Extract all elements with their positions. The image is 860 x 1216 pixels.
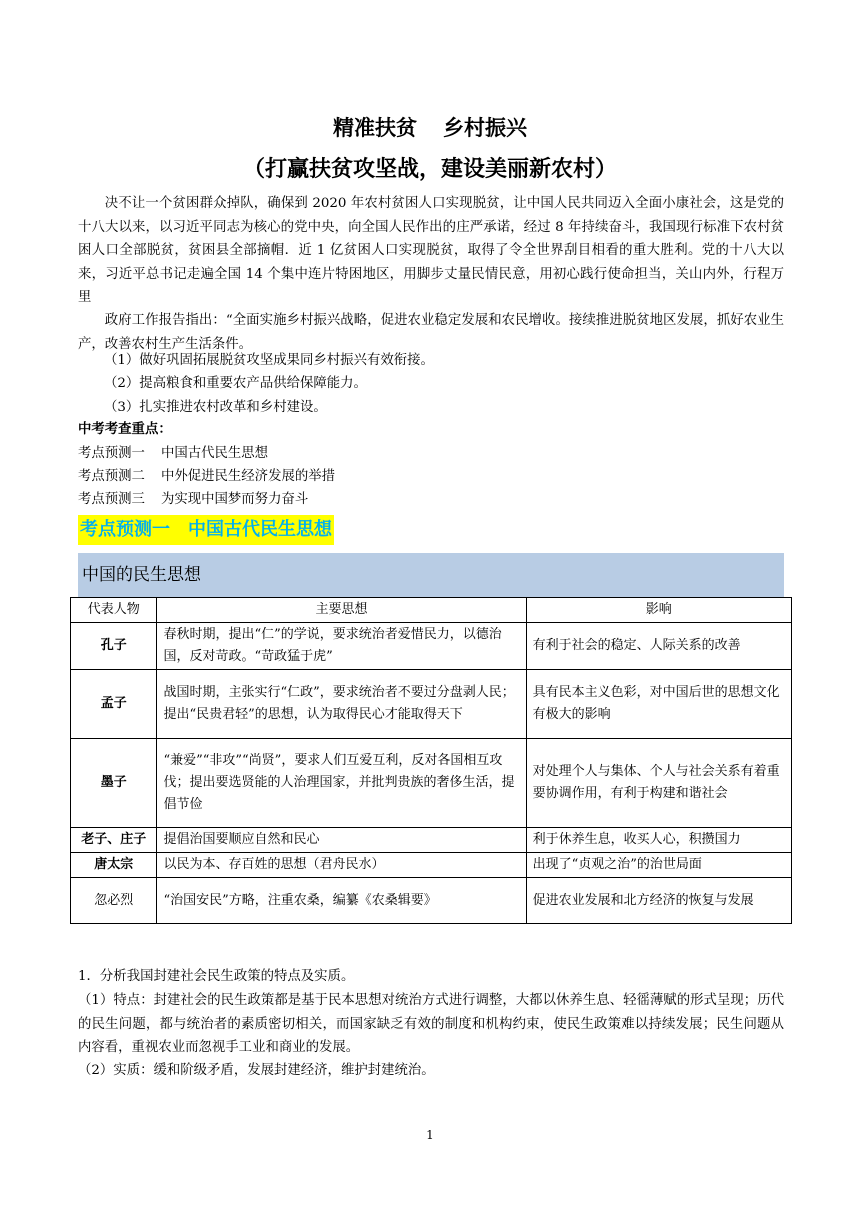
analysis-question: 1．分析我国封建社会民生政策的特点及实质。 [78, 969, 355, 984]
report-paragraph: 政府工作报告指出：“全面实施乡村振兴战略，促进农业稳定发展和农民增收。接续推进脱贫地区发展，抓好农业生产，改善农村生产生活条件。 [78, 313, 784, 352]
cell-impact: 对处理个人与集体、个人与社会关系有着重要协调作用，有利于构建和谐社会 [526, 739, 791, 828]
exam-focus-item-1 [78, 442, 268, 466]
exam-focus-text: 中国古代民生思想 [160, 446, 269, 461]
table-row [71, 828, 792, 853]
cell-impact: 促进农业发展和北方经济的恢复与发展 [526, 878, 791, 924]
cell-person: 孟子 [71, 670, 157, 739]
section-label: 考点预测一 [80, 519, 170, 540]
livelihood-thought-table [70, 597, 792, 924]
cell-person: 唐太宗 [71, 853, 157, 878]
header-person: 代表人物 [71, 598, 157, 623]
report-point-3: （3）扎实推进农村改革和乡村建设。 [104, 400, 327, 415]
header-idea: 主要思想 [157, 598, 526, 623]
table-title-bar: 中国的民生思想 [78, 553, 784, 597]
cell-impact: 利于休养生息，收买人心，积攒国力 [526, 828, 791, 853]
table-header-row [71, 598, 792, 623]
cell-person: 忽必烈 [71, 878, 157, 924]
analysis-answer-features: （1）特点：封建社会的民生政策都是基于民本思想对统治方式进行调整，大都以休养生息、轻徭薄赋的形式呈现；历代的民生问题，都与统治者的素质密切相关，而国家缺乏有效的制度和机构约束，使民生政策难以持续发展；民生问题从内容看，重视农业而忽视手工业和商业的发展。 [78, 993, 784, 1055]
exam-focus-text: 中外促进民生经济发展的举措 [160, 469, 336, 484]
exam-focus-text: 为实现中国梦而努力奋斗 [160, 492, 309, 507]
page-subtitle: （打赢扶贫攻坚战，建设美丽新农村） [242, 157, 617, 182]
cell-idea: 提倡治国要顺应自然和民心 [157, 828, 526, 853]
table-row [71, 670, 792, 739]
exam-focus-label: 考点预测一 [78, 446, 145, 461]
header-impact: 影响 [526, 598, 791, 623]
page-number: 1 [426, 1128, 434, 1142]
cell-impact: 出现了“贞观之治”的治世局面 [526, 853, 791, 878]
section-title: 中国古代民生思想 [188, 519, 332, 540]
cell-idea: 以民为本、存百姓的思想（君舟民水） [157, 853, 526, 878]
report-point-1: （1）做好巩固拓展脱贫攻坚成果同乡村振兴有效衔接。 [104, 353, 434, 368]
exam-focus-item-2 [78, 465, 335, 489]
cell-person: 老子、庄子 [71, 828, 157, 853]
cell-person: 墨子 [71, 739, 157, 828]
intro-paragraph: 决不让一个贫困群众掉队，确保到 2020 年农村贫困人口实现脱贫，让中国人民共同迈入全面小康社会，这是党的十八大以来，以习近平同志为核心的党中央，向全国人民作出的庄严承诺，经过 8 年持续奋斗，我国现行标准下农村贫困人口全部脱贫，贫困县全部摘帽．近 1 亿贫困人口实现脱贫，取得了令全世界刮目相看的重大胜利。党的十八大以来，习近平总书记走遍全国 14 个集中连片特困地区，用脚步丈量民情民意，用初心践行使命担当，关山内外，行程万里 [78, 196, 784, 305]
table-row [71, 878, 792, 924]
table-row [71, 853, 792, 878]
table-row [71, 739, 792, 828]
cell-idea: “兼爱”“非攻”“尚贤”，要求人们互爱互利，反对各国相互攻伐；提出要选贤能的人治理国家，并批判贵族的奢侈生活，提倡节俭 [157, 739, 526, 828]
table-row [71, 623, 792, 670]
cell-idea: 战国时期，主张实行“仁政”，要求统治者不要过分盘剥人民；提出“民贵君轻”的思想，认为取得民心才能取得天下 [157, 670, 526, 739]
analysis-answer-essence: （2）实质：缓和阶级矛盾，发展封建经济，维护封建统治。 [78, 1063, 435, 1078]
exam-focus-label: 考点预测二 [78, 469, 145, 484]
exam-focus-heading: 中考考查重点： [78, 422, 172, 437]
exam-focus-label: 考点预测三 [78, 492, 145, 507]
cell-person: 孔子 [71, 623, 157, 670]
title-part-2: 乡村振兴 [443, 116, 527, 140]
cell-idea: 春秋时期，提出“仁”的学说，要求统治者爱惜民力，以德治国，反对苛政。“苛政猛于虎” [157, 623, 526, 670]
page-title [0, 112, 860, 142]
cell-impact: 有利于社会的稳定、人际关系的改善 [526, 623, 791, 670]
cell-impact: 具有民本主义色彩，对中国后世的思想文化有极大的影响 [526, 670, 791, 739]
report-point-2: （2）提高粮食和重要农产品供给保障能力。 [104, 376, 367, 391]
section-heading [78, 515, 334, 545]
cell-idea: “治国安民”方略，注重农桑，编纂《农桑辑要》 [157, 878, 526, 924]
exam-focus-item-3 [78, 488, 308, 512]
title-part-1: 精准扶贫 [333, 116, 417, 140]
